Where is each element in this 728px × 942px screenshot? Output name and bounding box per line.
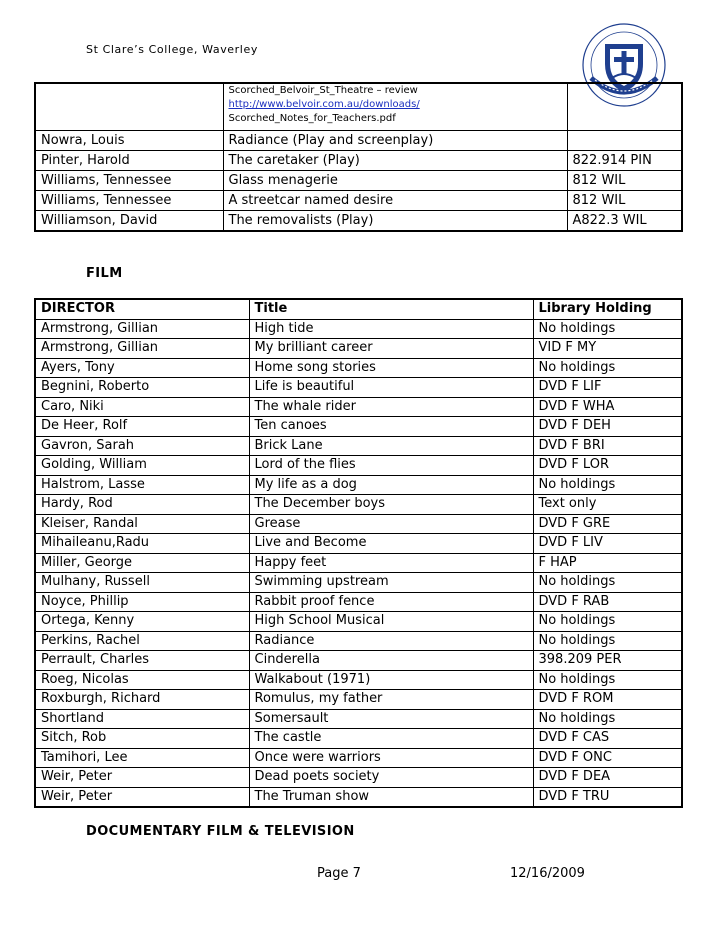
- college-name: St Clare’s College, Waverley: [86, 43, 258, 56]
- table-cell: Williams, Tennessee: [35, 191, 223, 211]
- table-cell: Radiance: [249, 631, 533, 651]
- table-cell: My brilliant career: [249, 339, 533, 359]
- table-row: [35, 612, 682, 632]
- table-cell: Ortega, Kenny: [35, 612, 249, 632]
- table-row: [35, 436, 682, 456]
- table-cell: Ten canoes: [249, 417, 533, 437]
- table-row: [35, 748, 682, 768]
- table-cell: Halstrom, Lasse: [35, 475, 249, 495]
- table-row: [35, 592, 682, 612]
- table-cell: Radiance (Play and screenplay): [223, 131, 567, 151]
- table-cell: Caro, Niki: [35, 397, 249, 417]
- table-cell: Weir, Peter: [35, 787, 249, 807]
- table-cell: [567, 83, 682, 131]
- table-row: [35, 358, 682, 378]
- table-cell: Tamihori, Lee: [35, 748, 249, 768]
- table-cell: No holdings: [533, 319, 682, 339]
- table-cell: DVD F RAB: [533, 592, 682, 612]
- table-cell: DVD F LIF: [533, 378, 682, 398]
- table-cell: Weir, Peter: [35, 768, 249, 788]
- table-row: [35, 378, 682, 398]
- table-row: [35, 631, 682, 651]
- table-cell: The Truman show: [249, 787, 533, 807]
- table-row: [35, 729, 682, 749]
- table-cell: Rabbit proof fence: [249, 592, 533, 612]
- table-cell: Williams, Tennessee: [35, 171, 223, 191]
- table-cell: [35, 83, 223, 131]
- table-cell: DVD F DEA: [533, 768, 682, 788]
- column-header-title: Title: [249, 299, 533, 319]
- table-row: [35, 339, 682, 359]
- table-cell: Swimming upstream: [249, 573, 533, 593]
- table-cell: F HAP: [533, 553, 682, 573]
- table-cell: Kleiser, Randal: [35, 514, 249, 534]
- table-cell: Gavron, Sarah: [35, 436, 249, 456]
- table-cell: Sitch, Rob: [35, 729, 249, 749]
- column-header-director: DIRECTOR: [35, 299, 249, 319]
- table-cell: Miller, George: [35, 553, 249, 573]
- table-cell: Golding, William: [35, 456, 249, 476]
- table-cell: Cinderella: [249, 651, 533, 671]
- table-row: [35, 191, 682, 211]
- table-row: [35, 456, 682, 476]
- table-cell: Armstrong, Gillian: [35, 339, 249, 359]
- table-cell: Mulhany, Russell: [35, 573, 249, 593]
- table-cell: Armstrong, Gillian: [35, 319, 249, 339]
- scorched-notes-file: Scorched_Notes_for_Teachers.pdf: [228, 113, 396, 124]
- table-cell: Nowra, Louis: [35, 131, 223, 151]
- table-row: [35, 417, 682, 437]
- table-cell: Ayers, Tony: [35, 358, 249, 378]
- table-cell: High School Musical: [249, 612, 533, 632]
- table-cell: DVD F ROM: [533, 690, 682, 710]
- table-cell: Brick Lane: [249, 436, 533, 456]
- table-row: [35, 211, 682, 232]
- table-cell: Grease: [249, 514, 533, 534]
- table-cell: Somersault: [249, 709, 533, 729]
- table-cell: Romulus, my father: [249, 690, 533, 710]
- table-cell: The removalists (Play): [223, 211, 567, 232]
- table-row: [35, 709, 682, 729]
- table-cell: No holdings: [533, 573, 682, 593]
- table-cell: DVD F TRU: [533, 787, 682, 807]
- table-cell: Roeg, Nicolas: [35, 670, 249, 690]
- column-header-holding: Library Holding: [533, 299, 682, 319]
- table-row: [35, 768, 682, 788]
- table-row: [35, 534, 682, 554]
- table-cell: [223, 83, 567, 131]
- table-row: [35, 651, 682, 671]
- table-row: [35, 553, 682, 573]
- table-cell: Life is beautiful: [249, 378, 533, 398]
- table-cell: 812 WIL: [567, 171, 682, 191]
- film-table: [34, 298, 683, 808]
- table-cell: No holdings: [533, 475, 682, 495]
- table-cell: My life as a dog: [249, 475, 533, 495]
- table-row: [35, 787, 682, 807]
- table-cell: No holdings: [533, 631, 682, 651]
- table-cell: DVD F DEH: [533, 417, 682, 437]
- table-row: [35, 690, 682, 710]
- belvoir-link[interactable]: http://www.belvoir.com.au/downloads/: [228, 99, 420, 110]
- plays-table: [34, 82, 683, 232]
- table-cell: No holdings: [533, 358, 682, 378]
- table-cell: Mihaileanu,Radu: [35, 534, 249, 554]
- table-cell: The December boys: [249, 495, 533, 515]
- table-cell: Text only: [533, 495, 682, 515]
- table-row: [35, 319, 682, 339]
- film-heading: FILM: [86, 266, 123, 281]
- table-cell: Happy feet: [249, 553, 533, 573]
- table-row: [35, 475, 682, 495]
- table-row: [35, 495, 682, 515]
- table-cell: [567, 131, 682, 151]
- table-cell: High tide: [249, 319, 533, 339]
- table-cell: A streetcar named desire: [223, 191, 567, 211]
- table-cell: DVD F ONC: [533, 748, 682, 768]
- table-cell: The caretaker (Play): [223, 151, 567, 171]
- table-row: [35, 171, 682, 191]
- table-cell: Roxburgh, Richard: [35, 690, 249, 710]
- table-cell: Perrault, Charles: [35, 651, 249, 671]
- table-row: [35, 670, 682, 690]
- table-cell: No holdings: [533, 670, 682, 690]
- table-cell: Williamson, David: [35, 211, 223, 232]
- table-cell: 812 WIL: [567, 191, 682, 211]
- table-cell: No holdings: [533, 709, 682, 729]
- table-cell: Home song stories: [249, 358, 533, 378]
- table-row: [35, 397, 682, 417]
- table-cell: Lord of the flies: [249, 456, 533, 476]
- table-header-row: [35, 299, 682, 319]
- table-cell: Perkins, Rachel: [35, 631, 249, 651]
- table-cell: DVD F BRI: [533, 436, 682, 456]
- table-cell: DVD F LOR: [533, 456, 682, 476]
- scorched-review-text: Scorched_Belvoir_St_Theatre – review: [228, 85, 418, 96]
- table-cell: DVD F WHA: [533, 397, 682, 417]
- documentary-heading: DOCUMENTARY FILM & TELEVISION: [86, 824, 355, 839]
- table-cell: DVD F GRE: [533, 514, 682, 534]
- table-cell: No holdings: [533, 612, 682, 632]
- table-row: [35, 131, 682, 151]
- table-cell: Walkabout (1971): [249, 670, 533, 690]
- table-row: [35, 151, 682, 171]
- table-row: [35, 514, 682, 534]
- table-cell: DVD F CAS: [533, 729, 682, 749]
- table-cell: Hardy, Rod: [35, 495, 249, 515]
- page-number: Page 7: [317, 866, 361, 881]
- table-cell: Once were warriors: [249, 748, 533, 768]
- table-cell: VID F MY: [533, 339, 682, 359]
- table-cell: 822.914 PIN: [567, 151, 682, 171]
- table-cell: The whale rider: [249, 397, 533, 417]
- table-row: [35, 83, 682, 131]
- table-cell: Dead poets society: [249, 768, 533, 788]
- table-cell: The castle: [249, 729, 533, 749]
- table-cell: 398.209 PER: [533, 651, 682, 671]
- table-cell: A822.3 WIL: [567, 211, 682, 232]
- table-cell: Shortland: [35, 709, 249, 729]
- table-cell: Pinter, Harold: [35, 151, 223, 171]
- table-cell: De Heer, Rolf: [35, 417, 249, 437]
- table-cell: Noyce, Phillip: [35, 592, 249, 612]
- table-cell: Glass menagerie: [223, 171, 567, 191]
- table-cell: Begnini, Roberto: [35, 378, 249, 398]
- table-cell: Live and Become: [249, 534, 533, 554]
- table-row: [35, 573, 682, 593]
- table-cell: DVD F LIV: [533, 534, 682, 554]
- footer-date: 12/16/2009: [510, 866, 585, 881]
